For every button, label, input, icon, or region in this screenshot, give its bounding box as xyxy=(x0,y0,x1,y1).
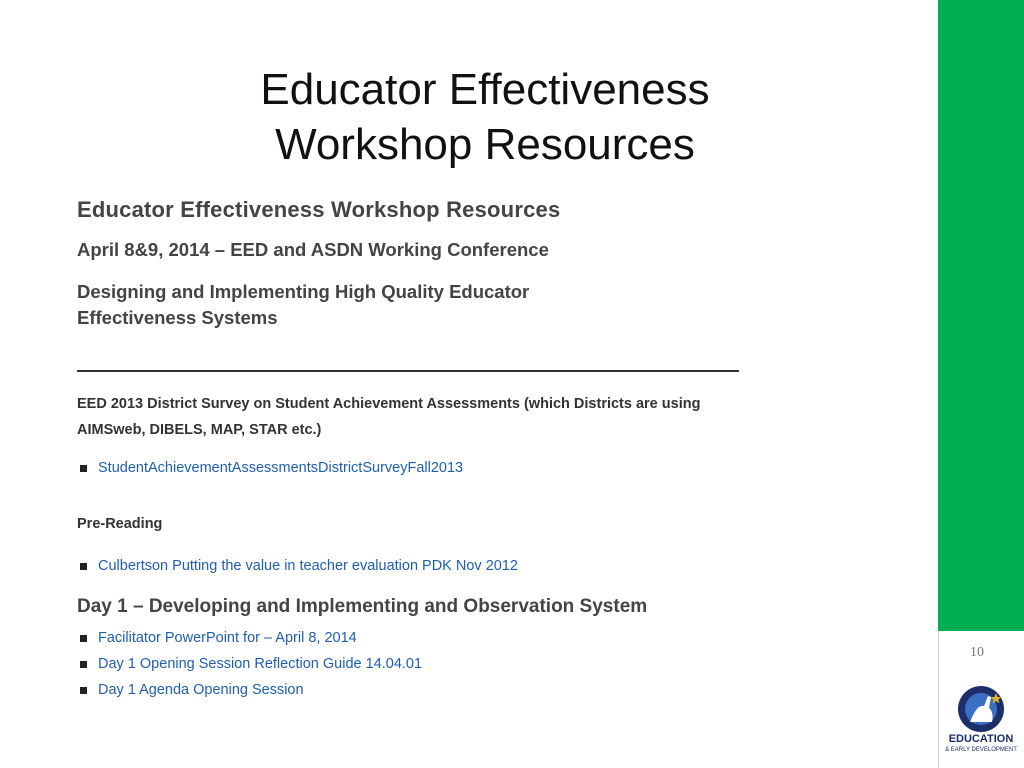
page-number: 10 xyxy=(970,645,984,660)
day1-heading: Day 1 – Developing and Implementing and Observation System xyxy=(77,596,648,617)
list-item xyxy=(80,677,422,703)
list-item xyxy=(80,455,463,481)
prereading-link[interactable]: Culbertson Putting the value in teacher evaluation PDK Nov 2012 xyxy=(98,558,518,574)
square-bullet-icon xyxy=(80,465,87,472)
square-bullet-icon xyxy=(80,563,87,570)
horizontal-rule xyxy=(77,370,739,372)
subtitle-line-2: Effectiveness Systems xyxy=(77,307,278,328)
document-header xyxy=(77,196,747,331)
square-bullet-icon xyxy=(80,635,87,642)
survey-heading-line-1: EED 2013 District Survey on Student Achievement Assessments (which Districts are using xyxy=(77,396,701,412)
slide-title xyxy=(0,62,970,172)
green-side-bar xyxy=(938,0,1024,631)
survey-heading xyxy=(77,391,747,443)
subtitle-line-1: Designing and Implementing High Quality Educator xyxy=(77,281,530,302)
side-divider xyxy=(938,631,939,768)
conference-line: April 8&9, 2014 – EED and ASDN Working Conference xyxy=(77,239,549,260)
survey-heading-line-2: AIMSweb, DIBELS, MAP, STAR etc.) xyxy=(77,422,322,438)
list-item xyxy=(80,651,422,677)
logo-text-main: EDUCATION xyxy=(948,733,1014,745)
survey-link[interactable]: StudentAchievementAssessmentsDistrictSurveyFall2013 xyxy=(98,460,464,476)
slide-title-line-2: Workshop Resources xyxy=(275,120,695,169)
department-logo xyxy=(944,684,1018,754)
list-item xyxy=(80,625,422,651)
prereading-link-list xyxy=(80,553,518,579)
square-bullet-icon xyxy=(80,687,87,694)
prereading-label: Pre-Reading xyxy=(77,516,163,532)
square-bullet-icon xyxy=(80,661,87,668)
day1-link-agenda[interactable]: Day 1 Agenda Opening Session xyxy=(98,682,304,698)
survey-link-list xyxy=(80,455,463,481)
slide-title-line-1: Educator Effectiveness xyxy=(260,65,710,114)
document-heading: Educator Effectiveness Workshop Resources xyxy=(77,197,561,222)
logo-text-sub: & EARLY DEVELOPMENT xyxy=(945,747,1017,753)
day1-link-list xyxy=(80,625,422,703)
list-item xyxy=(80,553,518,579)
day1-link-facilitator-powerpoint[interactable]: Facilitator PowerPoint for – April 8, 2014 xyxy=(98,630,357,646)
day1-link-reflection-guide[interactable]: Day 1 Opening Session Reflection Guide 14.04.01 xyxy=(98,656,423,672)
